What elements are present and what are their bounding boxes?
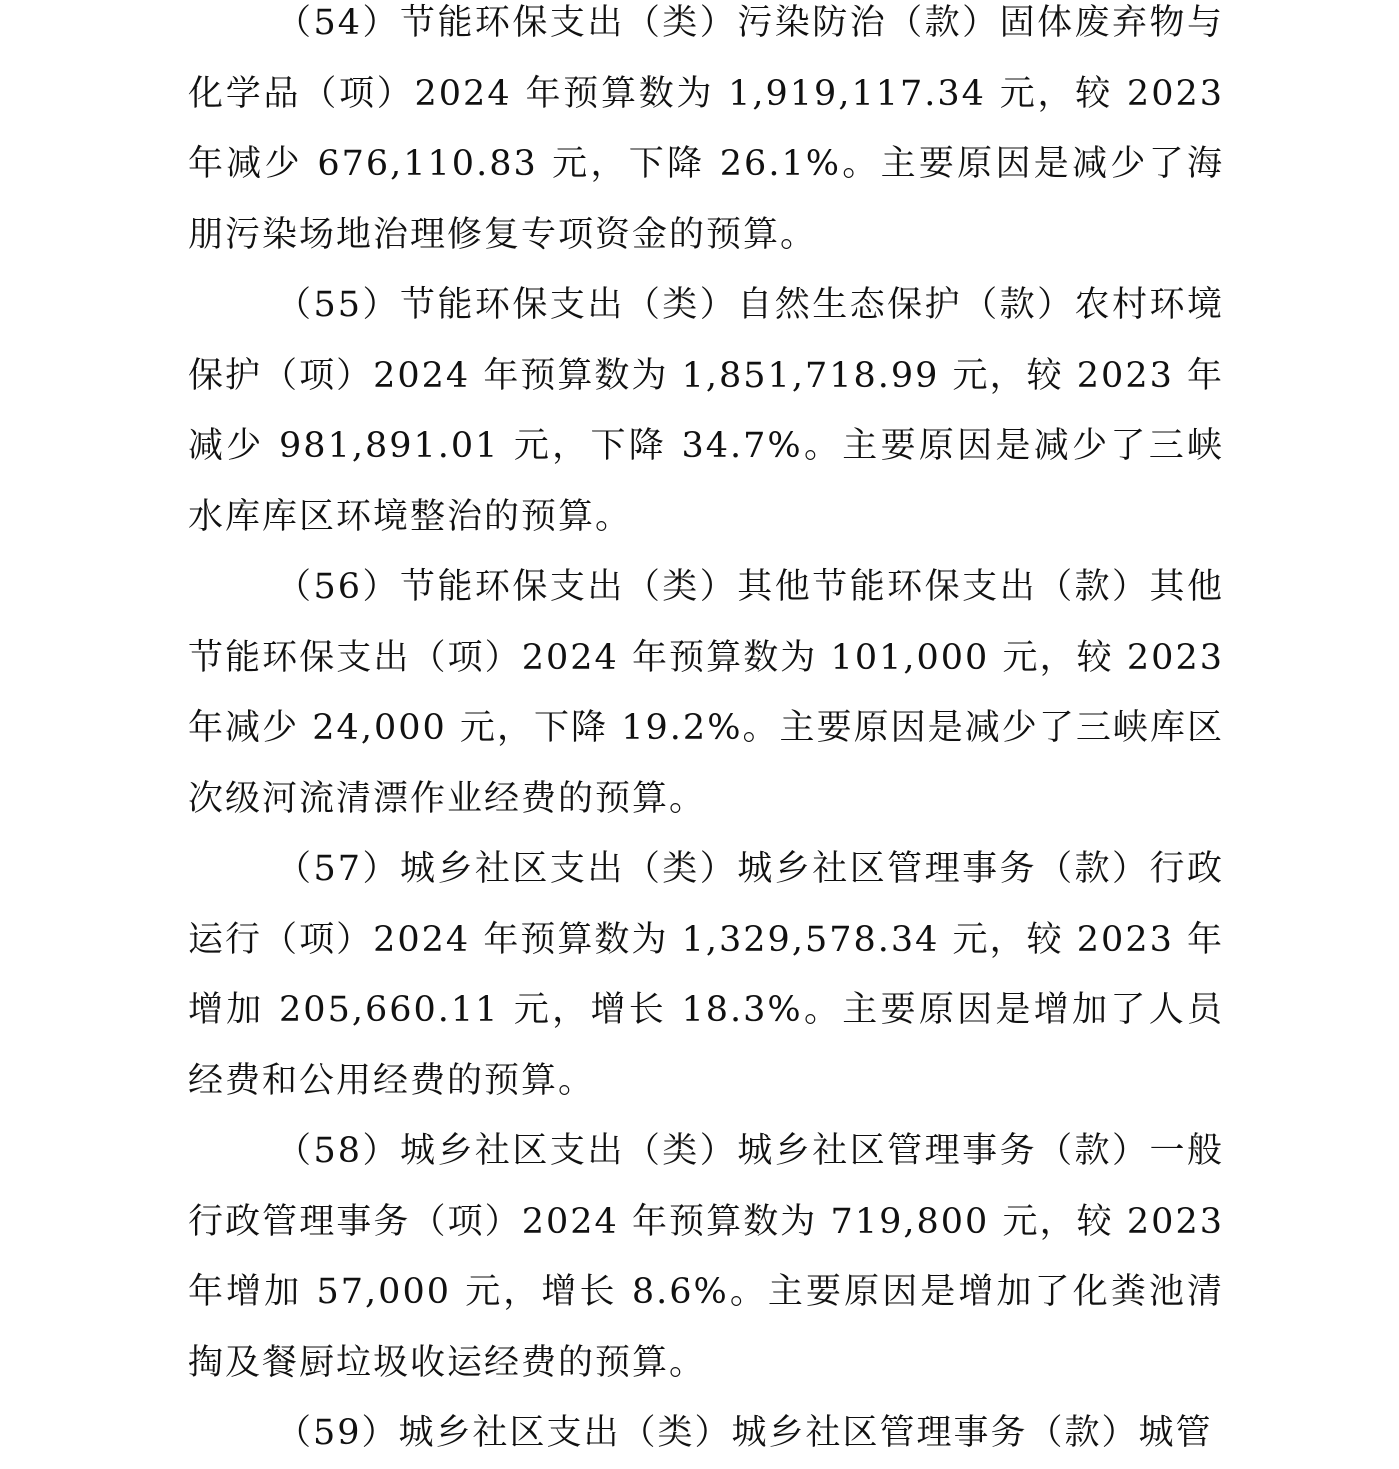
- paragraph-59: （59）城乡社区支出（类）城乡社区管理事务（款）城管: [276, 1413, 1213, 1453]
- document-body: [188, 0, 1224, 1469]
- paragraph-56: （56）节能环保支出（类）其他节能环保支出（款）其他节能环保支出（项）2024 年预算数为 101,000 元，较 2023 年减少 24,000 元，下降 19.2%。主要原因是减少了三峡库区次级河流清漂作业经费的预算。: [188, 567, 1224, 819]
- paragraph-55: （55）节能环保支出（类）自然生态保护（款）农村环境保护（项）2024 年预算数为 1,851,718.99 元，较 2023 年减少 981,891.01 元，下降 34.7%。主要原因是减少了三峡水库库区环境整治的预算。: [188, 285, 1224, 537]
- paragraph-54: （54）节能环保支出（类）污染防治（款）固体废弃物与化学品（项）2024 年预算数为 1,919,117.34 元，较 2023 年减少 676,110.83 元，下降 26.1%。主要原因是减少了海朋污染场地治理修复专项资金的预算。: [188, 3, 1224, 255]
- paragraph-57: （57）城乡社区支出（类）城乡社区管理事务（款）行政运行（项）2024 年预算数为 1,329,578.34 元，较 2023 年增加 205,660.11 元，增长 18.3%。主要原因是增加了人员经费和公用经费的预算。: [188, 849, 1224, 1101]
- paragraph-58: （58）城乡社区支出（类）城乡社区管理事务（款）一般行政管理事务（项）2024 年预算数为 719,800 元，较 2023 年增加 57,000 元，增长 8.6%。主要原因是增加了化粪池清掏及餐厨垃圾收运经费的预算。: [188, 1131, 1224, 1383]
